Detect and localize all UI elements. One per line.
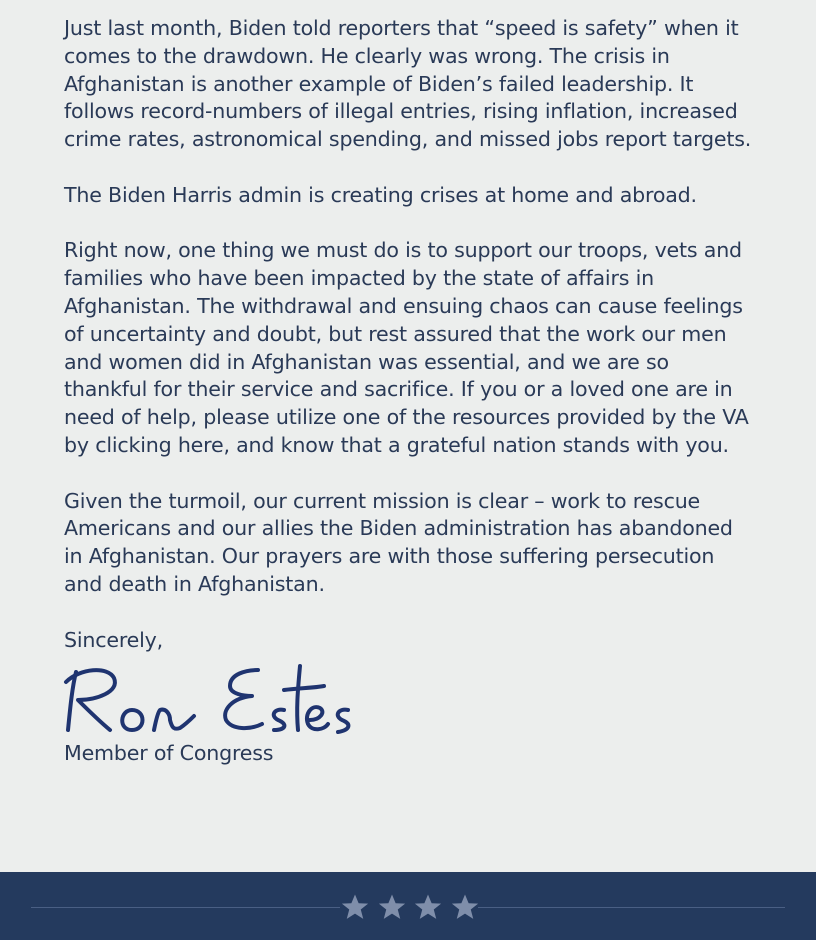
star-icon bbox=[377, 892, 407, 922]
footer-stars bbox=[340, 890, 480, 924]
paragraph-drawdown: Just last month, Biden told reporters that “speed is safety” when it comes to the drawdown. He clearly was wrong. The crisis in Afghanistan is another example of Biden’s failed leadership. It follows record-numbers of illegal entries, rising inflation, increased crime rates, astronomical spending, and missed jobs report targets. bbox=[64, 16, 752, 152]
va-resources-link[interactable]: clicking here bbox=[95, 432, 224, 457]
paragraph-crises: The Biden Harris admin is creating crises at home and abroad. bbox=[64, 182, 697, 207]
closing: Sincerely, bbox=[64, 627, 163, 652]
letter-body bbox=[64, 15, 754, 796]
footer-banner bbox=[0, 872, 816, 940]
paragraph-mission: Given the turmoil, our current mission is clear – work to rescue Americans and our allies the Biden administration has abandoned in Afghanistan. Our prayers are with those suffering persecution and death in Afghanistan. bbox=[64, 488, 733, 596]
paragraph-support bbox=[64, 237, 754, 459]
support-text-after: , and know that a grateful nation stands with you. bbox=[223, 432, 729, 457]
footer-rule-right bbox=[478, 907, 785, 908]
footer-rule-left bbox=[31, 907, 340, 908]
star-icon bbox=[413, 892, 443, 922]
star-icon bbox=[450, 892, 480, 922]
support-text-before: Right now, one thing we must do is to support our troops, vets and families who have been impacted by the state of affairs in Afghanistan. The withdrawal and ensuing chaos can cause feelings of uncertainty and doubt, but rest assured that the work our men and women did in Afghanistan was essential, and we are so thankful for their service and sacrifice. If you or a loved one are in need of help, please utilize one of the resources provided by the VA by bbox=[64, 238, 749, 457]
signature-ron-estes bbox=[62, 658, 352, 736]
signer-title: Member of Congress bbox=[64, 741, 274, 766]
star-icon bbox=[340, 892, 370, 922]
